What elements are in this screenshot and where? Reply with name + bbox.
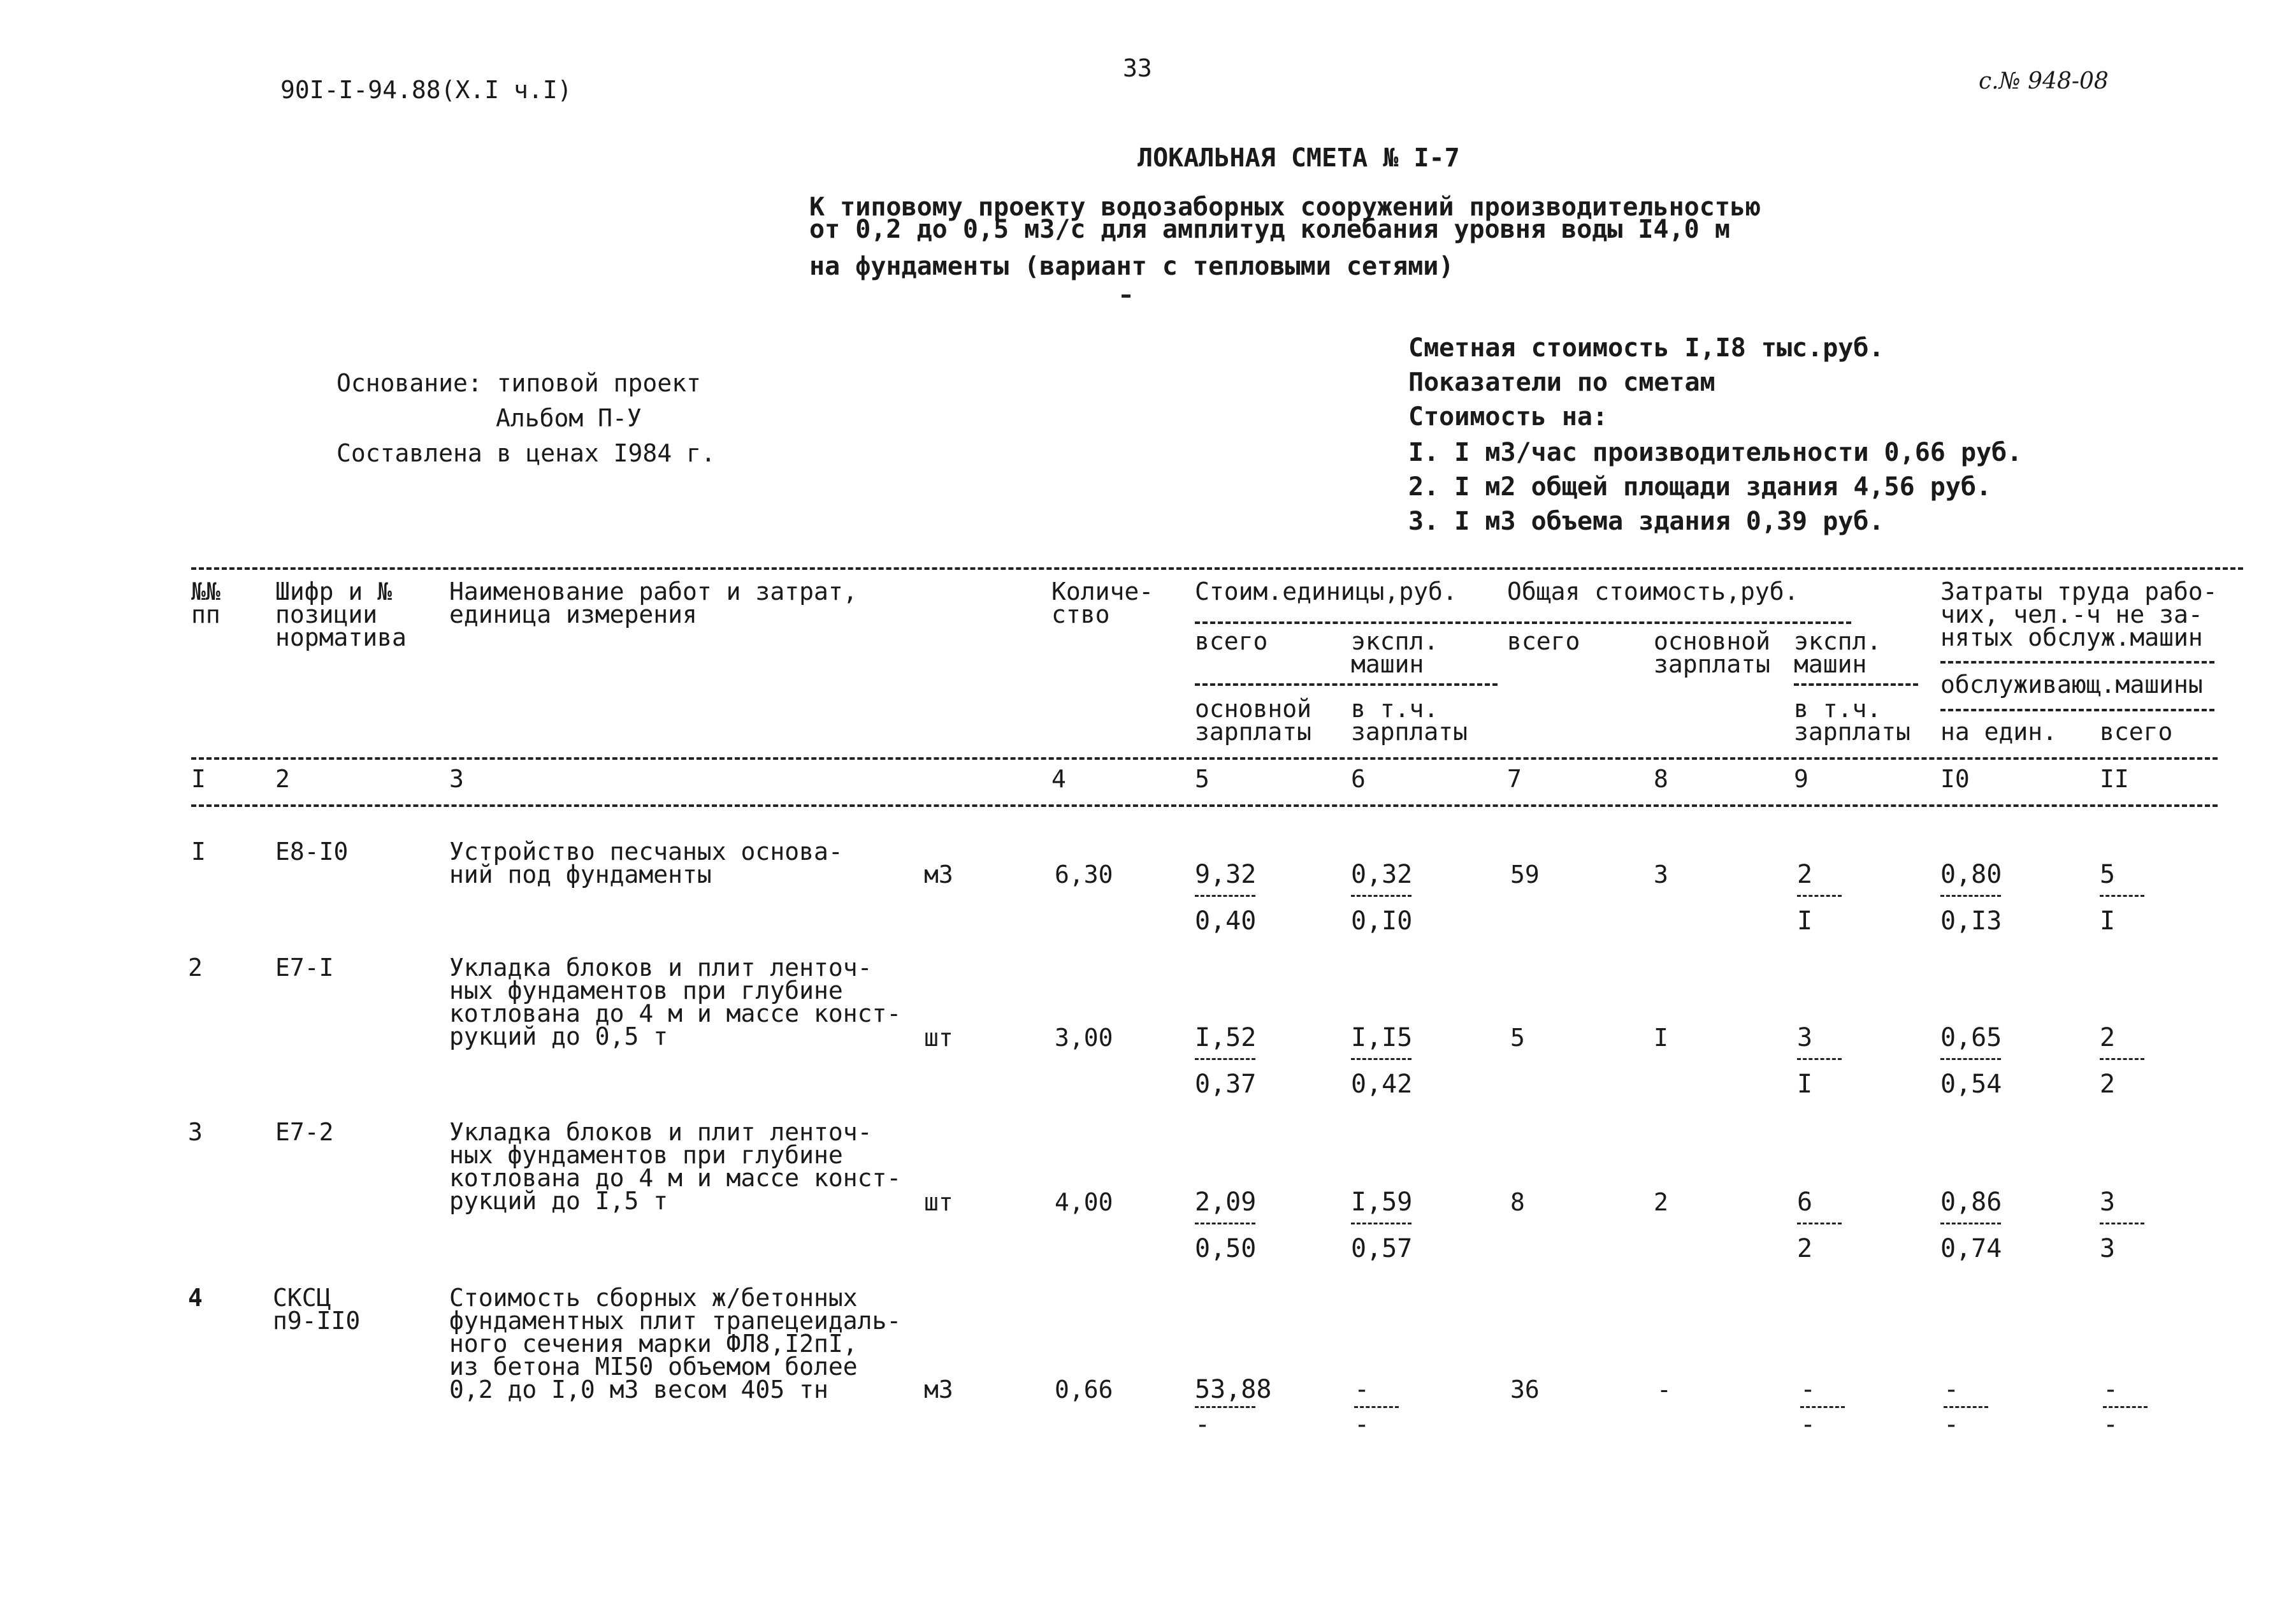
total-machines: 2 I [1797,862,1842,934]
cost-summary-line-3: Стоимость на: [1408,402,1608,432]
column-number: I0 [1940,765,1970,793]
rule-col56-mid [1195,683,1498,686]
unit: м3 [924,1376,953,1404]
dash-mark [1122,294,1130,298]
labor-total: 3 3 [2100,1189,2144,1261]
row-number: I [191,838,206,866]
column-number: 3 [449,765,464,793]
unit-cost-total: 53,88 - [1195,1375,1272,1439]
cost-summary-line-1: Сметная стоимость I,I8 тыс.руб. [1408,333,1884,363]
total-cost: 5 [1510,1024,1525,1052]
header-col-6-top: экспл. машин [1351,627,1439,678]
labor-per-unit: 0,65 0,54 [1940,1023,2002,1099]
unit-cost-total: 9,32 0,40 [1195,860,1257,936]
rule-above-col-numbers [191,757,2218,760]
header-group-machine-service: обслуживающ.машины [1940,671,2203,699]
work-name: Укладка блоков и плит ленточ- ных фундаментов при глубине котлована до 4 м и массе конст- рукций до 0,5 т [449,954,902,1050]
column-number: II [2100,765,2129,793]
header-col-5-top: всего [1195,627,1268,655]
document-code: 90I-I-94.88(X.I ч.I) [280,76,572,104]
total-base-wages: I [1654,1024,1668,1052]
rule-below-col-numbers [191,804,2218,807]
column-number: I [191,765,206,793]
table-top-rule [191,567,2243,570]
header-col-2: Шифр и № позиции норматива [275,577,407,651]
total-cost: 59 [1510,860,1540,889]
unit-cost-machines: 0,32 0,I0 [1351,860,1413,936]
header-col-9-bottom: в т.ч. зарплаты [1794,695,1911,746]
header-col-8: основной зарплаты [1654,627,1771,678]
labor-per-unit: 0,80 0,I3 [1940,860,2002,936]
page-number: 33 [1123,54,1152,82]
cost-summary-line-6: 3. I м3 объема здания 0,39 руб. [1408,507,1884,536]
norm-code: Е8-I0 [275,838,349,866]
header-group-labor: Затраты труда рабо- чих, чел.-ч не за- нятых обслуж.машин [1940,577,2218,651]
rule-col1011-lower [1940,709,2214,711]
header-col-11: всего [2100,718,2173,746]
unit-cost-machines: I,59 0,57 [1351,1187,1413,1263]
subtitle-line-3: на фундаменты (вариант с тепловыми сетями) [809,252,1454,281]
work-name: Устройство песчаных основа- ний под фундаменты [449,838,843,889]
column-number: 7 [1507,765,1522,793]
total-machines: - - [1800,1377,1845,1437]
row-number: 2 [188,954,203,982]
header-col-4: Количе- ство [1051,577,1154,628]
unit: шт [924,1188,953,1216]
work-name: Укладка блоков и плит ленточ- ных фундаментов при глубине котлована до 4 м и массе конст- рукций до I,5 т [449,1118,902,1215]
rule-under-groups [1195,621,1851,624]
subtitle-line-2: от 0,2 до 0,5 м3/с для амплитуд колебания уровня воды I4,0 м [809,215,1730,244]
cost-summary-line-4: I. I м3/час производительности 0,66 руб. [1408,438,2023,467]
quantity: 0,66 [1055,1376,1113,1404]
cost-summary-line-5: 2. I м2 общей площади здания 4,56 руб. [1408,472,1992,502]
quantity: 3,00 [1055,1024,1113,1052]
labor-total: - - [2103,1377,2148,1437]
header-col-3: Наименование работ и затрат, единица измерения [449,577,858,628]
header-col-7: всего [1507,627,1580,655]
rule-col1011-upper [1940,661,2214,664]
header-group-total-cost: Общая стоимость,руб. [1507,577,1799,606]
total-cost: 8 [1510,1188,1525,1216]
archive-stamp: с.№ 948-08 [1979,68,2109,94]
labor-total: 2 2 [2100,1025,2144,1097]
column-number: 8 [1654,765,1668,793]
estimate-title: ЛОКАЛЬНАЯ СМЕТА № I-7 [1137,143,1460,173]
work-name: Стоимость сборных ж/бетонных фундаментных плит трапецеидаль- ного сечения марки ФЛ8,I2пI, из бетона МI50 объемом более 0,2 до I,0 м3 весом 405 тн [449,1284,902,1404]
basis-line-3: Составлена в ценах I984 г. [336,439,716,467]
norm-code: Е7-I [275,954,334,982]
column-number: 4 [1051,765,1066,793]
total-machines: 3 I [1797,1025,1842,1097]
header-col-9-top: экспл. машин [1794,627,1882,678]
column-number: 6 [1351,765,1366,793]
header-col-5-bottom: основной зарплаты [1195,695,1312,746]
labor-per-unit: 0,86 0,74 [1940,1187,2002,1263]
unit-cost-total: I,52 0,37 [1195,1023,1257,1099]
basis-line-2: Альбом П-У [496,404,642,432]
total-machines: 6 2 [1797,1189,1842,1261]
column-number: 2 [275,765,290,793]
norm-code: СКСЦ п9-II0 [273,1284,361,1335]
rule-col9-mid [1794,683,1918,686]
column-number: 9 [1794,765,1809,793]
total-base-wages: - [1657,1376,1671,1404]
column-number: 5 [1195,765,1209,793]
total-cost: 36 [1510,1376,1540,1404]
unit-cost-machines: I,I5 0,42 [1351,1023,1413,1099]
total-base-wages: 3 [1654,860,1668,889]
unit-cost-total: 2,09 0,50 [1195,1187,1257,1263]
unit-cost-machines: - - [1354,1377,1399,1437]
total-base-wages: 2 [1654,1188,1668,1216]
header-group-unit-cost: Стоим.единицы,руб. [1195,577,1457,606]
row-number: 4 [188,1284,203,1312]
unit: м3 [924,860,953,889]
basis-line-1: Основание: типовой проект [336,369,701,397]
row-number: 3 [188,1118,203,1146]
header-col-10: на един. [1940,718,2058,746]
cost-summary-line-2: Показатели по сметам [1408,368,1715,397]
header-col-1: №№ пп [191,577,220,628]
unit: шт [924,1024,953,1052]
quantity: 4,00 [1055,1188,1113,1216]
header-col-6-bottom: в т.ч. зарплаты [1351,695,1468,746]
norm-code: Е7-2 [275,1118,334,1146]
quantity: 6,30 [1055,860,1113,889]
labor-per-unit: - - [1944,1377,1988,1437]
subtitle-line-1: К типовому проекту водозаборных сооружений производительностью [809,192,1761,222]
labor-total: 5 I [2100,862,2144,934]
